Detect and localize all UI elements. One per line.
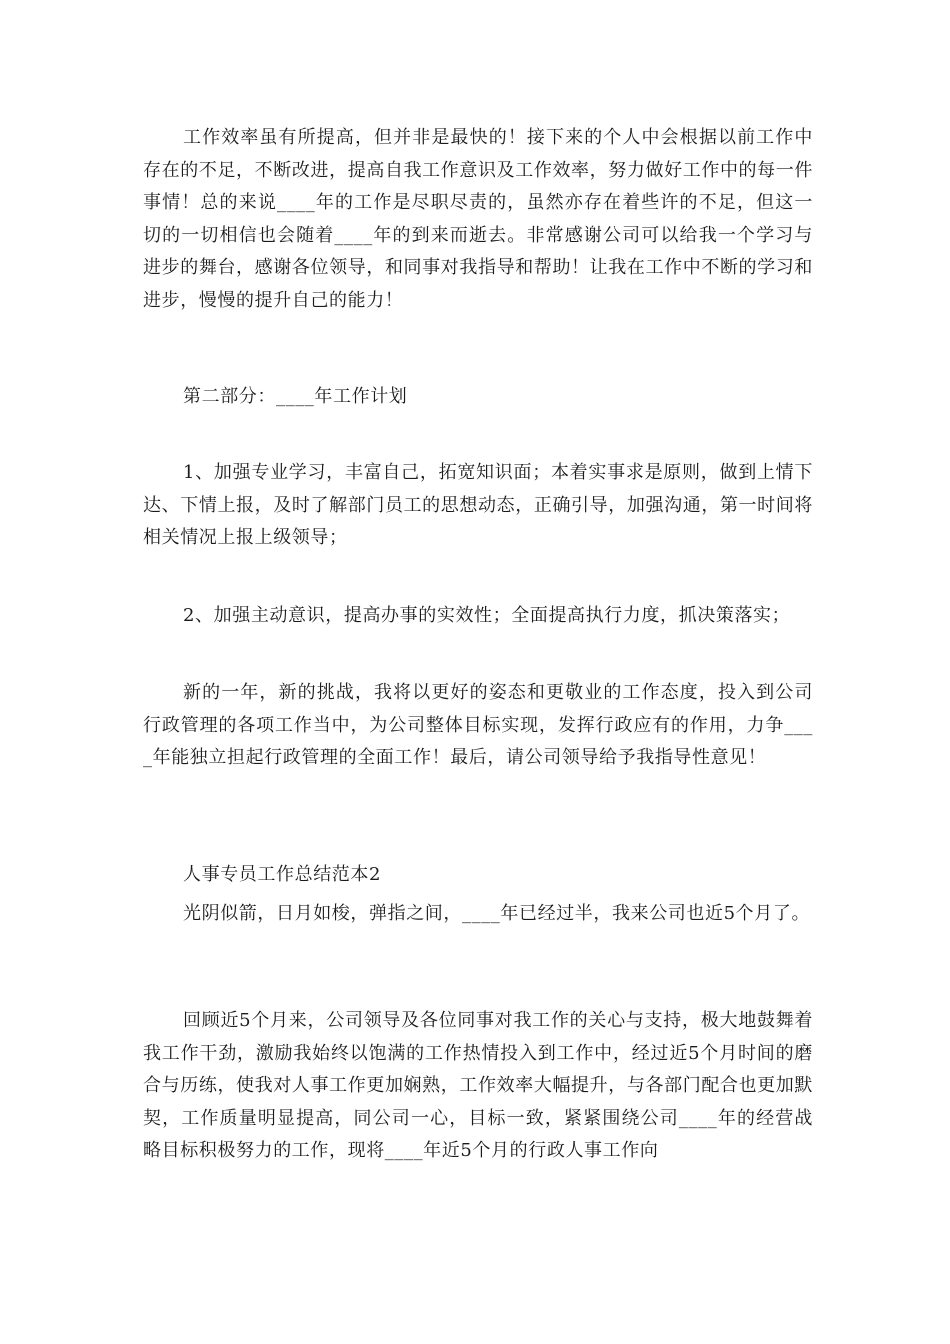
paragraph-review: 回顾近5个月来，公司领导及各位同事对我工作的关心与支持，极大地鼓舞着我工作干劲，激励我始终以饱满的工作热情投入到工作中，经过近5个月时间的磨合与历练，使我对人事工作更加娴熟，工作效率大幅提升，与各部门配合也更加默契，工作质量明显提高，同公司一心，目标一致，紧紧围绕公司____年的经营战略目标积极努力的工作，现将____年近5个月的行政人事工作向 [143, 1010, 813, 1161]
section-heading-work-plan: 第二部分：____年工作计划 [183, 386, 408, 407]
paragraph-time-flies: 光阴似箭，日月如梭，弹指之间，____年已经过半，我来公司也近5个月了。 [183, 903, 811, 924]
paragraph-new-year: 新的一年，新的挑战，我将以更好的姿态和更敬业的工作态度，投入到公司行政管理的各项工作当中，为公司整体目标实现，发挥行政应有的作用，力争____年能独立担起行政管理的全面工作！最后，请公司领导给予我指导性意见！ [143, 682, 813, 768]
plan-item-2: 2、加强主动意识，提高办事的实效性；全面提高执行力度，抓决策落实； [183, 605, 791, 626]
plan-item-1: 1、加强专业学习，丰富自己，拓宽知识面；本着实事求是原则，做到上情下达、下情上报，及时了解部门员工的思想动态，正确引导，加强沟通，第一时间将相关情况上报上级领导； [143, 462, 813, 548]
paragraph-work-efficiency: 工作效率虽有所提高，但并非是最快的！接下来的个人中会根据以前工作中存在的不足，不断改进，提高自我工作意识及工作效率，努力做好工作中的每一件事情！总的来说____年的工作是尽职尽责的，虽然亦存在着些许的不足，但这一切的一切相信也会随着____年的到来而逝去。非常感谢公司可以给我一个学习与进步的舞台，感谢各位领导，和同事对我指导和帮助！让我在工作中不断的学习和进步，慢慢的提升自己的能力！ [143, 127, 813, 311]
sample-2-title: 人事专员工作总结范本2 [183, 864, 382, 885]
